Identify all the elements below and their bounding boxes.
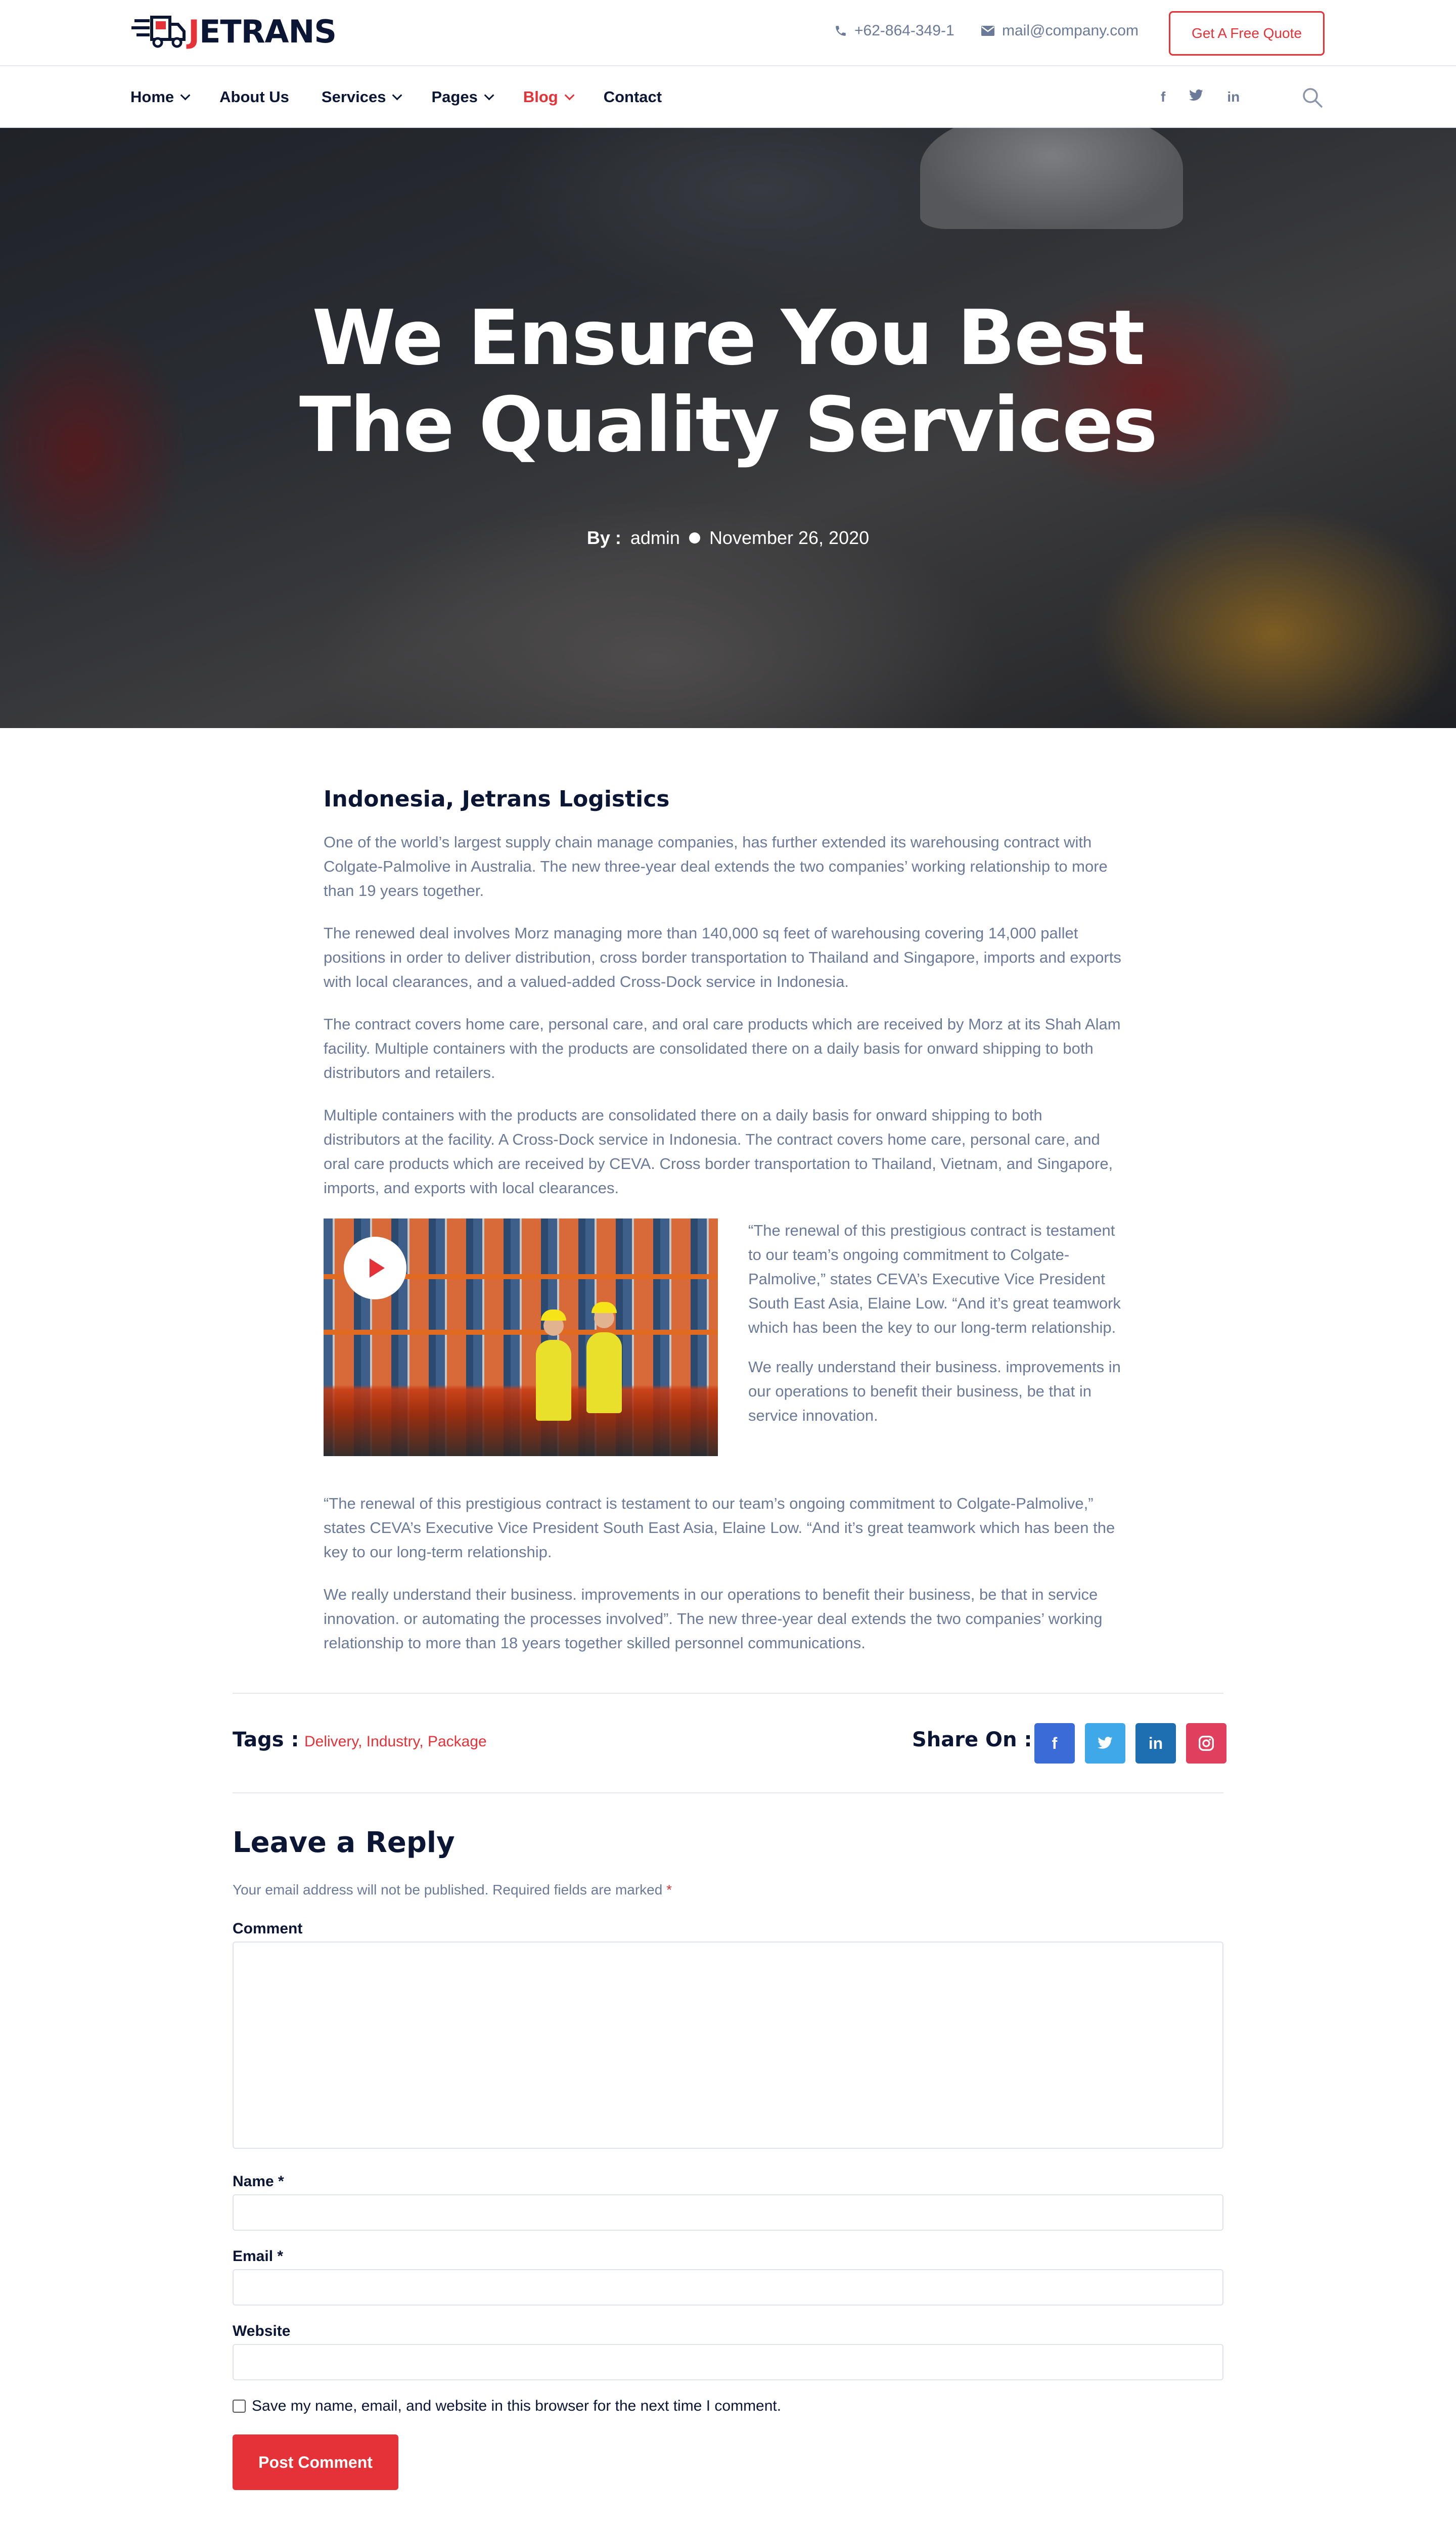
header-phone[interactable] <box>834 22 954 39</box>
facebook-icon: f <box>1052 1734 1058 1752</box>
logo-wordmark: JETRANS <box>188 13 336 50</box>
post-date-dot <box>689 532 700 544</box>
tags-label: Tags : <box>233 1728 299 1751</box>
post-by-label: By : <box>586 527 621 548</box>
article-body <box>324 786 1122 1218</box>
chevron-down-icon <box>392 91 402 101</box>
post-date: November 26, 2020 <box>709 527 870 548</box>
shelf-beam <box>324 1330 718 1335</box>
tags-list[interactable]: Delivery, Industry, Package <box>304 1733 487 1750</box>
article-paragraph: “The renewal of this prestigious contract is testament to our team’s ongoing commitment to Colgate-Palmolive,” states CEVA’s Executive Vice President South East Asia, Elaine Low. “And it’s great teamwork which has been the key to our long-term relationship. <box>324 1495 1115 1561</box>
main-navigation <box>0 66 1456 128</box>
hero-title: We Ensure You Best The Quality Services <box>299 294 1157 469</box>
save-info-row <box>233 2398 781 2415</box>
share-label: Share On : <box>912 1728 1032 1751</box>
twitter-icon <box>1097 1736 1113 1750</box>
nav-item-home[interactable]: Home <box>130 88 187 106</box>
save-info-label: Save my name, email, and website in this browser for the next time I comment. <box>252 2398 782 2414</box>
play-icon <box>370 1258 385 1278</box>
post-comment-button[interactable]: Post Comment <box>233 2434 398 2490</box>
article-paragraph: The contract covers home care, personal care, and oral care products which are received by Morz at its Shah Alam facility. Multiple containers with the products are consolidated there on a daily basis for onward shipping to both distributors and retailers. <box>324 1015 1121 1081</box>
linkedin-icon[interactable]: in <box>1227 89 1240 105</box>
search-icon[interactable] <box>1301 86 1324 109</box>
share-buttons <box>1034 1723 1226 1764</box>
nav-item-blog[interactable]: Blog <box>523 88 571 106</box>
site-logo[interactable] <box>130 9 336 54</box>
post-author[interactable]: admin <box>630 527 680 548</box>
nav-item-contact[interactable]: Contact <box>603 88 662 106</box>
comment-textarea[interactable] <box>233 1942 1223 2149</box>
mail-icon <box>981 25 995 36</box>
quote-paragraph: “The renewal of this prestigious contract is testament to our team’s ongoing commitment to Colgate-Palmolive,” states CEVA’s Executive Vice President South East Asia, Elaine Low. “And it’s great teamwork which has been the key to our long-term relationship. <box>748 1222 1121 1336</box>
post-meta <box>0 527 1456 549</box>
article-media-row <box>324 1218 1122 1456</box>
share-linkedin-button[interactable] <box>1135 1723 1176 1764</box>
media-quote <box>748 1218 1122 1443</box>
nav-list <box>130 66 662 128</box>
worker-figure <box>536 1340 571 1421</box>
article-paragraph: One of the world’s largest supply chain manage companies, has further extended its warehousing contract with Colgate-Palmolive in Australia. The new three-year deal extends the two companies’ working relationship to more than 19 years together. <box>324 833 1108 899</box>
instagram-icon <box>1198 1735 1214 1751</box>
article-closing <box>324 1492 1122 1674</box>
reply-title: Leave a Reply <box>233 1826 455 1859</box>
article-paragraph: We really understand their business. improvements in our operations to benefit their business, be that in service innovation. or automating the processes involved”. The new three-year deal extends the two companies’ working relationship to more than 18 years together skilled personnel communications. <box>324 1586 1103 1652</box>
hero-banner <box>0 128 1456 728</box>
website-field[interactable] <box>233 2344 1223 2380</box>
save-info-checkbox[interactable] <box>233 2400 246 2413</box>
header-phone-text: +62-864-349-1 <box>854 22 954 39</box>
nav-social-links <box>1161 66 1240 128</box>
name-field[interactable] <box>233 2194 1223 2231</box>
article-heading: Indonesia, Jetrans Logistics <box>324 786 670 812</box>
linkedin-icon: in <box>1148 1734 1163 1752</box>
free-quote-button[interactable]: Get A Free Quote <box>1169 11 1325 56</box>
email-field[interactable] <box>233 2269 1223 2306</box>
chevron-down-icon <box>564 91 574 101</box>
share-twitter-button[interactable] <box>1085 1723 1125 1764</box>
worker-figure <box>586 1332 622 1413</box>
divider <box>233 1693 1223 1694</box>
website-label: Website <box>233 2323 291 2339</box>
play-button[interactable] <box>344 1237 406 1299</box>
email-label: Email * <box>233 2248 284 2265</box>
video-thumbnail[interactable] <box>324 1218 718 1456</box>
phone-icon <box>834 24 847 37</box>
article-paragraph: Multiple containers with the products are consolidated there on a daily basis for onward shipping to both distributors at the facility. A Cross-Dock service in Indonesia. The contract covers home care, personal care, and oral care products which are received by CEVA. Cross border transportation to Thailand, Vietnam, and Singapore, imports, and exports with local clearances. <box>324 1106 1113 1197</box>
truck-logo-icon <box>130 11 186 52</box>
reply-note: Your email address will not be published. Required fields are marked * <box>233 1882 672 1898</box>
twitter-icon[interactable] <box>1189 89 1204 106</box>
share-facebook-button[interactable] <box>1034 1723 1075 1764</box>
chevron-down-icon <box>180 91 191 101</box>
chevron-down-icon <box>484 91 494 101</box>
name-label: Name * <box>233 2173 284 2190</box>
header-email[interactable] <box>981 22 1139 39</box>
comment-label: Comment <box>233 1920 303 1937</box>
header-email-text: mail@company.com <box>1002 22 1139 39</box>
nav-item-pages[interactable]: Pages <box>431 88 490 106</box>
divider <box>233 1792 1223 1793</box>
share-instagram-button[interactable] <box>1186 1723 1226 1764</box>
quote-paragraph: We really understand their business. improvements in our operations to benefit their business, be that in service innovation. <box>748 1358 1121 1424</box>
facebook-icon[interactable]: f <box>1161 89 1166 105</box>
top-bar <box>0 0 1456 66</box>
nav-item-about-us[interactable]: About Us <box>219 88 289 106</box>
article-paragraph: The renewed deal involves Morz managing more than 140,000 sq feet of warehousing covering 14,000 pallet positions in order to deliver distribution, cross border transportation to Thailand and Singapore, imports and exports with local clearances, and a valued-added Cross-Dock service in Indonesia. <box>324 924 1121 990</box>
nav-item-services[interactable]: Services <box>322 88 399 106</box>
